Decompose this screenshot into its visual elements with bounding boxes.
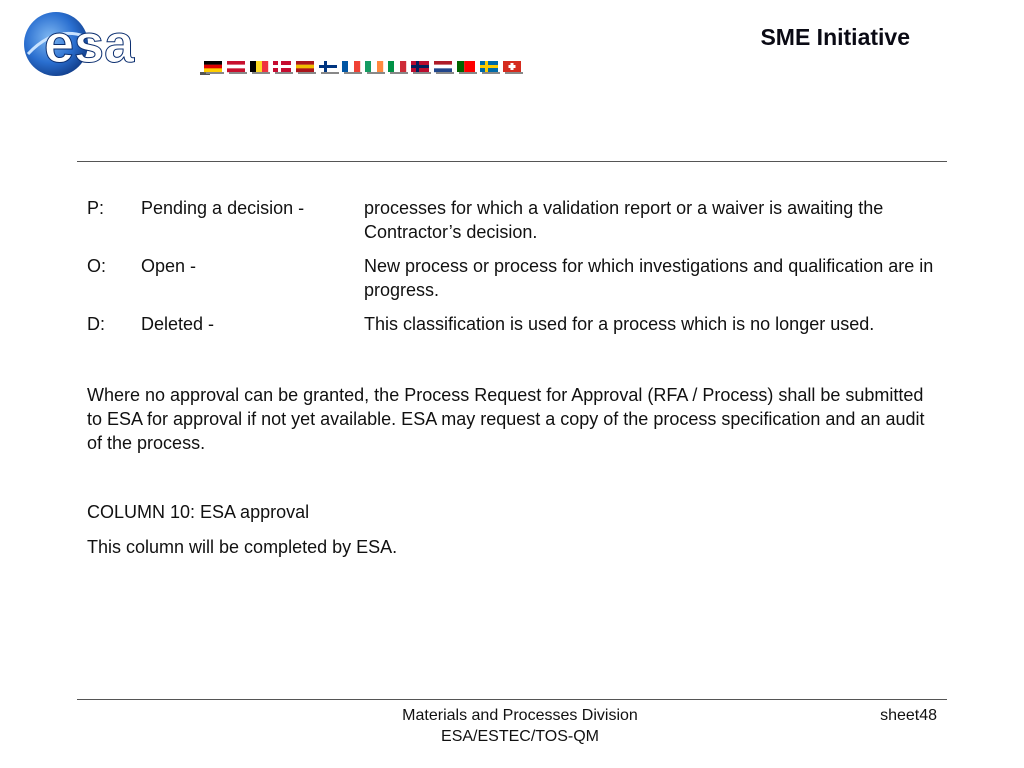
- definition-row: [87, 312, 947, 336]
- footer-divider: [77, 699, 947, 700]
- column-heading: COLUMN 10: ESA approval: [87, 502, 310, 522]
- switzerland-flag: [503, 61, 523, 74]
- austria-flag: [227, 61, 247, 74]
- germany-flag: [204, 61, 224, 74]
- italy-flag: [388, 61, 408, 74]
- belgium-flag: [250, 61, 270, 74]
- approval-paragraph: Where no approval can be granted, the Process Request for Approval (RFA / Process) shall be submitted to ESA for approval if not yet available. ESA may request a copy of the process specification and an audit of the process.: [87, 385, 925, 453]
- definition-term: Pending a decision -: [141, 198, 305, 218]
- esa-logo: [14, 6, 534, 86]
- definition-description: New process or process for which investigations and qualification are in progress.: [364, 256, 934, 300]
- logo-wordmark: esa: [44, 14, 135, 74]
- footer-department: ESA/ESTEC/TOS-QM: [441, 728, 599, 745]
- definition-row: [87, 196, 947, 244]
- finland-flag: [319, 61, 339, 74]
- definition-code: D:: [87, 314, 105, 334]
- netherlands-flag: [434, 61, 454, 74]
- sweden-flag: [480, 61, 500, 74]
- france-flag: [342, 61, 362, 74]
- member-state-flags: [204, 61, 523, 74]
- footer-organisation: [320, 705, 720, 747]
- column-note: This column will be completed by ESA.: [87, 537, 398, 557]
- definition-term: Deleted -: [141, 314, 215, 334]
- definition-code: O:: [87, 256, 107, 276]
- portugal-flag: [457, 61, 477, 74]
- status-definitions: [87, 196, 947, 346]
- definition-description: This classification is used for a process which is no longer used.: [364, 314, 875, 334]
- denmark-flag: [273, 61, 293, 74]
- definition-row: [87, 254, 947, 302]
- slide-title: SME Initiative: [760, 24, 910, 50]
- definition-term: Open -: [141, 256, 197, 276]
- sheet-number: sheet48: [880, 707, 937, 724]
- footer-division: Materials and Processes Division: [402, 707, 638, 724]
- header-divider: [77, 161, 947, 162]
- norway-flag: [411, 61, 431, 74]
- ireland-flag: [365, 61, 385, 74]
- definition-code: P:: [87, 198, 105, 218]
- spain-flag: [296, 61, 316, 74]
- definition-description: processes for which a validation report or a waiver is awaiting the Contractor’s decision.: [364, 198, 884, 242]
